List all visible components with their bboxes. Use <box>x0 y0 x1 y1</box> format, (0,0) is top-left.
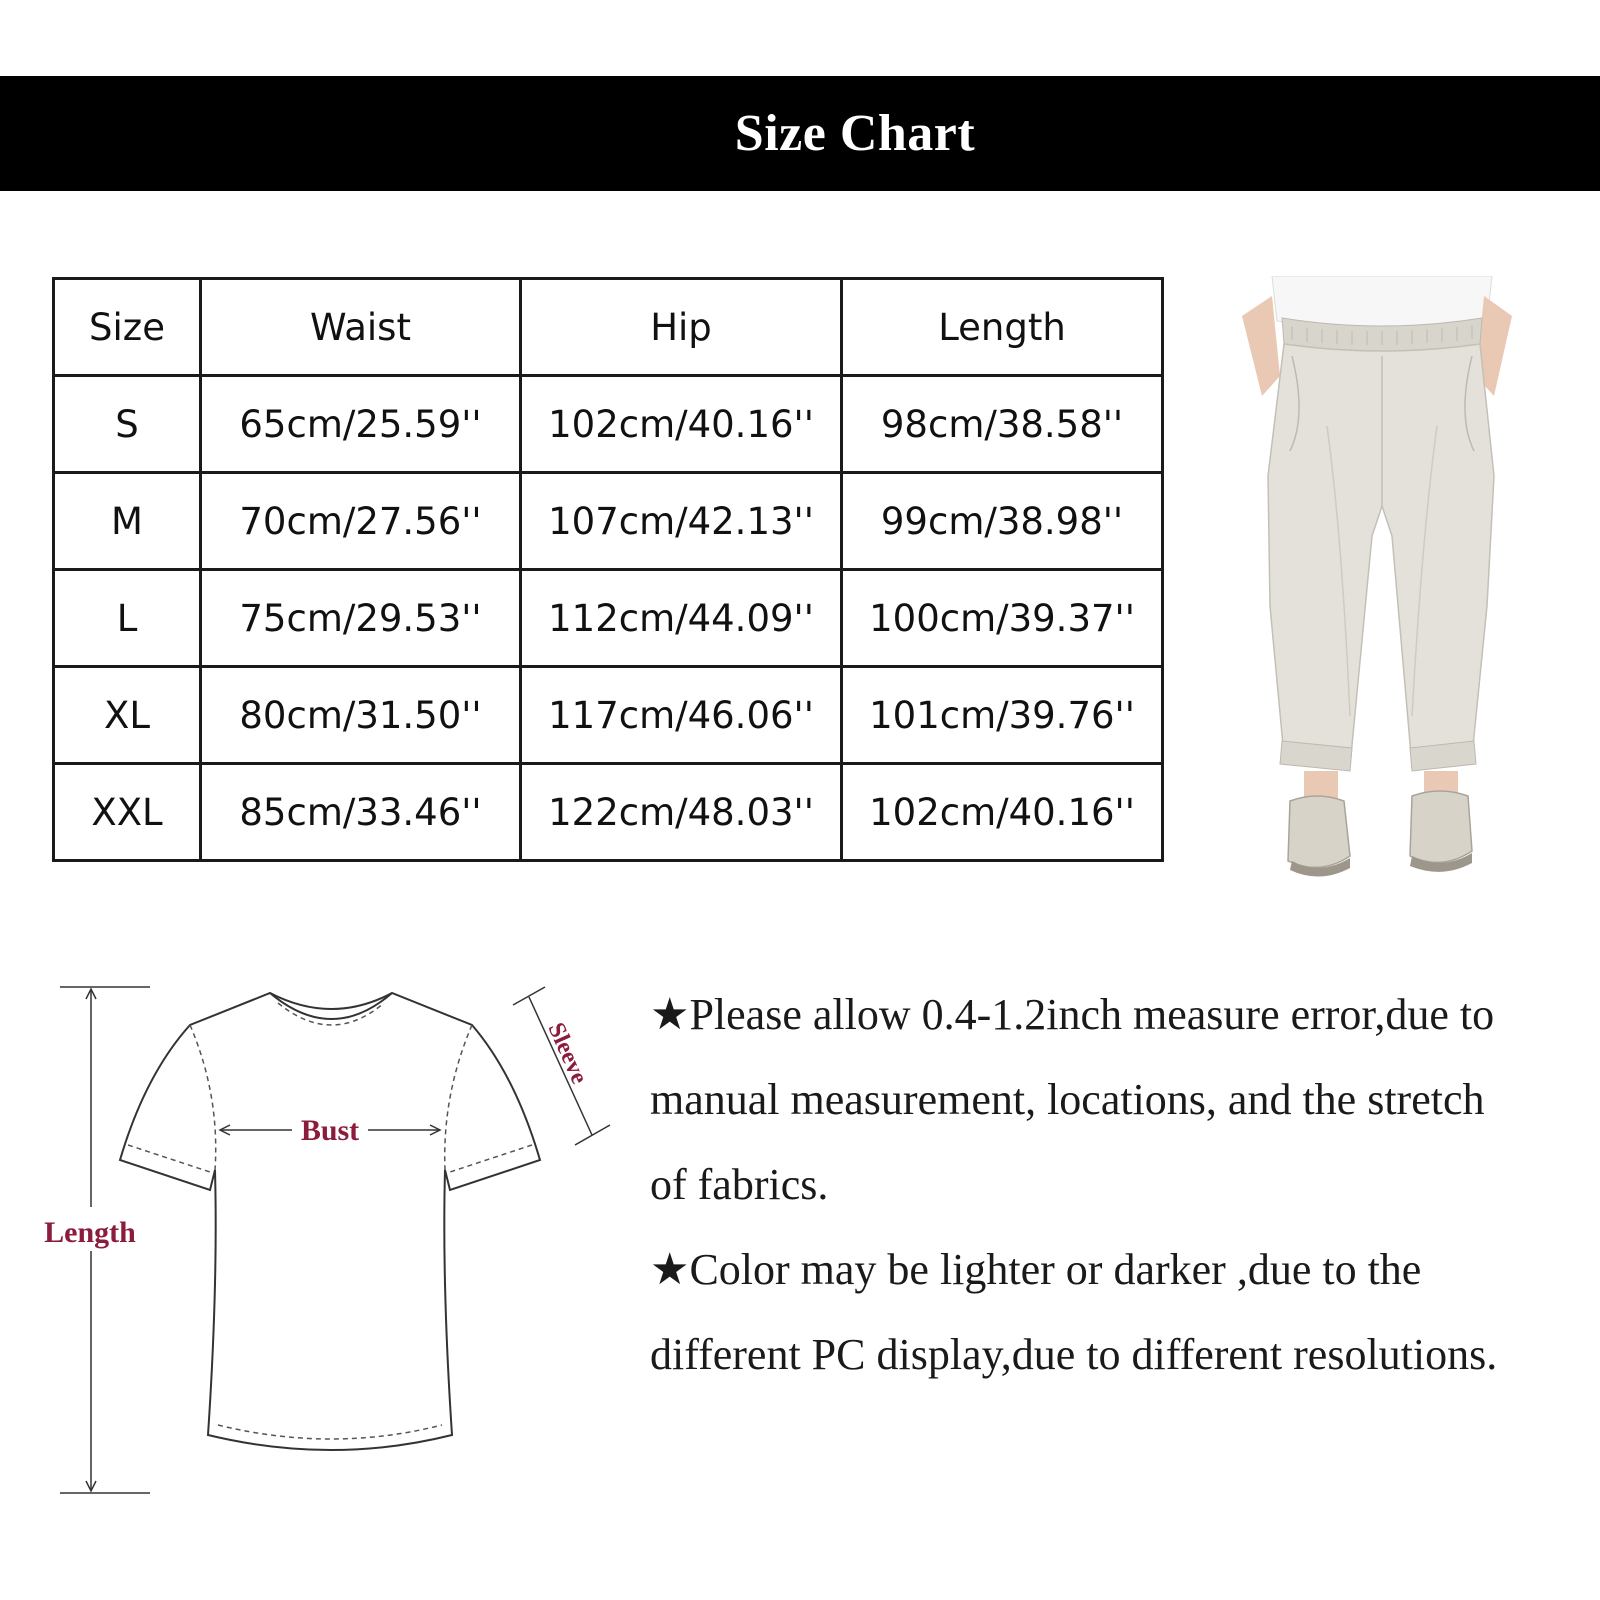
table-row <box>54 376 1163 473</box>
size-table <box>52 277 1164 862</box>
waist-cell: 75cm/29.53'' <box>201 570 521 667</box>
table-row <box>54 667 1163 764</box>
header-banner <box>0 76 1600 191</box>
table-row <box>54 764 1163 861</box>
hip-cell: 107cm/42.13'' <box>521 473 842 570</box>
table-header-row <box>54 279 1163 376</box>
hip-cell: 102cm/40.16'' <box>521 376 842 473</box>
column-header-hip: Hip <box>521 279 842 376</box>
note-line: different PC display,due to different resolutions. <box>650 1330 1498 1379</box>
product-photo-pants <box>1232 276 1522 886</box>
tshirt-outline <box>120 993 540 1450</box>
bust-label: Bust <box>300 1114 360 1147</box>
length-label: Length <box>44 1216 136 1249</box>
note-line: of fabrics. <box>650 1160 829 1209</box>
column-header-length: Length <box>842 279 1163 376</box>
sleeve-label: Sleeve <box>542 1018 593 1088</box>
waist-cell: 70cm/27.56'' <box>201 473 521 570</box>
hip-cell: 122cm/48.03'' <box>521 764 842 861</box>
tshirt-measurement-diagram <box>20 985 650 1505</box>
waist-cell: 80cm/31.50'' <box>201 667 521 764</box>
table-row <box>54 473 1163 570</box>
length-cell: 100cm/39.37'' <box>842 570 1163 667</box>
size-cell: XL <box>54 667 201 764</box>
disclaimer-notes <box>650 972 1600 1397</box>
size-cell: L <box>54 570 201 667</box>
length-cell: 101cm/39.76'' <box>842 667 1163 764</box>
note-line: ★Color may be lighter or darker ,due to the <box>650 1245 1422 1294</box>
length-cell: 99cm/38.98'' <box>842 473 1163 570</box>
page-title: Size Chart <box>734 105 976 162</box>
length-cell: 102cm/40.16'' <box>842 764 1163 861</box>
length-cell: 98cm/38.58'' <box>842 376 1163 473</box>
size-cell: M <box>54 473 201 570</box>
size-cell: S <box>54 376 201 473</box>
table-row <box>54 570 1163 667</box>
hip-cell: 117cm/46.06'' <box>521 667 842 764</box>
size-cell: XXL <box>54 764 201 861</box>
waist-cell: 85cm/33.46'' <box>201 764 521 861</box>
column-header-waist: Waist <box>201 279 521 376</box>
note-line: ★Please allow 0.4-1.2inch measure error,due to <box>650 990 1495 1039</box>
note-line: manual measurement, locations, and the stretch <box>650 1075 1485 1124</box>
waist-cell: 65cm/25.59'' <box>201 376 521 473</box>
column-header-size: Size <box>54 279 201 376</box>
hip-cell: 112cm/44.09'' <box>521 570 842 667</box>
